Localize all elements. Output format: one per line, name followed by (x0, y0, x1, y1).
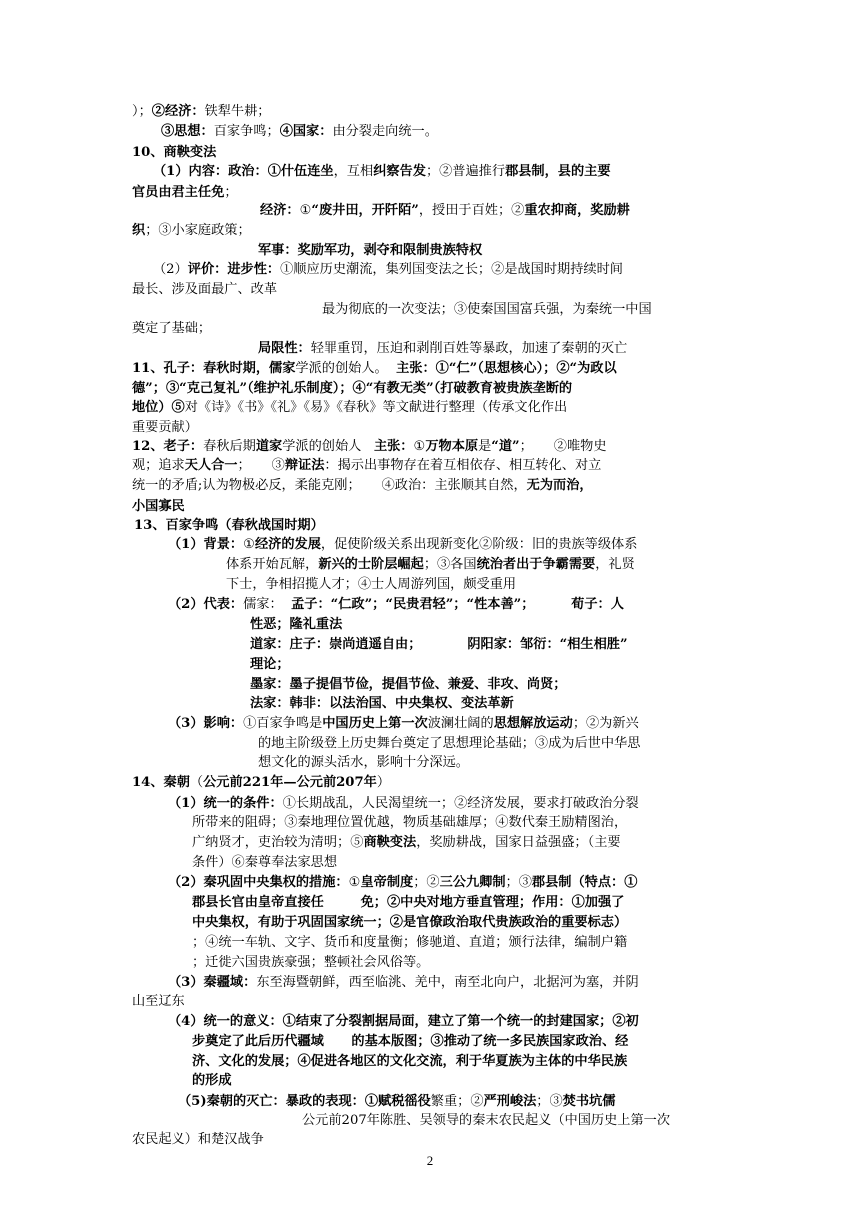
text-run: 的地主阶级登上历史舞台奠定了思想理论基础；③成为后世中华思 (258, 736, 641, 751)
text-run: ） (376, 775, 391, 790)
text-run: 万物本原 (425, 439, 479, 454)
text-run: （1）背景： (168, 537, 244, 552)
text-run: 14、秦朝 (132, 775, 190, 790)
text-run: ； ②唯物史 (519, 439, 607, 454)
text-run: 天人合一 (184, 458, 238, 473)
text-line (132, 145, 216, 161)
text-run: ，促使阶级关系出现新变化②阶级：旧的贵族等级体系 (320, 537, 638, 552)
text-run: 焚书坑儒 (562, 1094, 616, 1109)
text-run: ，互相 (333, 164, 374, 179)
text-line (153, 262, 623, 278)
text-run: ；② (413, 875, 440, 890)
text-line (132, 223, 251, 239)
text-line (132, 439, 607, 455)
text-run: ②经济： (151, 104, 205, 119)
text-line (258, 736, 640, 752)
text-line (192, 815, 627, 831)
text-line (168, 1014, 639, 1030)
text-line (250, 617, 342, 633)
text-line (132, 185, 238, 201)
text-run: 奠定了基础； (132, 321, 212, 336)
text-line (132, 282, 277, 298)
text-run: ：揭示出事物存在着互相依存、相互转化、对立 (324, 458, 602, 473)
text-run: 重农抑商，奖励耕 (524, 203, 630, 218)
text-run: （2） (153, 262, 188, 277)
text-run: 法家：韩非：以法治国、中央集权、变法革新 (250, 696, 514, 711)
text-line (132, 478, 593, 494)
text-run: 统治者出于争霸需要 (476, 557, 596, 572)
text-run: （ (189, 775, 204, 790)
text-line (192, 1073, 232, 1089)
text-run: （2）秦巩固中央集权的措施： (168, 875, 349, 890)
text-line (192, 1054, 627, 1070)
text-run: 条件）⑥秦尊奉法家思想 (192, 855, 338, 870)
text-run: 皇帝制度 (360, 875, 414, 890)
text-run: ①长期战乱，人民渴望统一；②经济发展，要求打破政治分裂 (282, 796, 639, 811)
text-run: ① (348, 875, 361, 890)
text-run: 重要贡献） (132, 420, 198, 435)
text-run: 性恶；隆礼重法 (250, 617, 343, 632)
text-run: 铁犁牛耕； (204, 104, 271, 119)
text-line (132, 994, 185, 1010)
text-run: 想文化的源头活水，影响十分深远。 (258, 755, 469, 770)
text-run: ①顺应历史潮流，集列国变法之长；②是战国时期持续时间 (280, 262, 623, 277)
text-run: ；③小家庭政策； (145, 223, 251, 238)
text-line (226, 557, 635, 573)
text-run: 公元前207年陈胜、吴领导的秦末农民起义（中国历史上第一次 (302, 1113, 671, 1128)
text-run: （5)秦朝的灭亡：暴政的表现：①赋税徭役 (178, 1094, 431, 1109)
text-line (132, 381, 572, 397)
text-line (168, 975, 639, 991)
text-run: 对《诗》《书》《礼》《易》《春秋》等文献进行整理（传承文化作出 (184, 400, 568, 415)
text-run: 繁重；② (430, 1094, 484, 1109)
text-run: 是 (478, 439, 492, 454)
text-run: 12、老子： (132, 439, 204, 454)
text-run: 三公九卿制 (439, 875, 506, 890)
text-run: 商鞅变法 (363, 835, 417, 850)
text-run: 织 (132, 223, 146, 238)
text-run: 地位）⑤ (132, 400, 185, 415)
text-line (168, 597, 624, 613)
text-line (192, 955, 429, 971)
text-run: ；②为新兴 (572, 716, 639, 731)
text-line (192, 935, 627, 951)
text-run: ；④统一车轨、文字、货币和度量衡；修驰道、直道；颁行法律，编制户籍 (192, 935, 628, 950)
text-run: 农民起义）和楚汉战争 (132, 1132, 264, 1147)
text-run: ③思想： (161, 124, 214, 139)
text-run: ； (224, 185, 238, 200)
text-run: ，授田于百姓；② (418, 203, 525, 218)
text-line (168, 796, 639, 812)
text-run: ）； (132, 104, 152, 119)
text-run: 13、百家争鸣（春秋战国时期） (134, 518, 324, 533)
text-run: 军事：奖励军功，剥夺和限制贵族特权 (258, 243, 483, 258)
text-run: ；③ (505, 875, 532, 890)
text-run: ；②普遍推行 (425, 164, 506, 179)
text-run: 孟子：“仁政”；“民贵君轻”；“性本善”； 荀子：人 (291, 597, 624, 612)
text-run: 春秋后期 (203, 439, 256, 454)
text-line (132, 400, 567, 416)
text-run: （3）影响： (168, 716, 244, 731)
text-line (132, 775, 390, 791)
text-run: 统一的矛盾;认为物极必反，柔能克刚； ④政治：主张顺其自然， (132, 478, 527, 493)
text-run: ① (413, 439, 426, 454)
text-line (178, 1094, 615, 1110)
text-run: 局限性： (258, 341, 311, 356)
text-line (226, 577, 516, 593)
text-run: 郡县制，县的主要 (505, 164, 611, 179)
text-line (132, 499, 185, 515)
text-line (250, 657, 290, 673)
text-run: ； ③ (237, 458, 285, 473)
text-run: ④国家： (279, 124, 333, 139)
text-line (192, 1034, 628, 1050)
text-run: 道家：庄子：崇尚逍遥自由； 阴阳家：邹衍：“相生相胜” (250, 637, 628, 652)
text-run: 经济的发展 (254, 537, 321, 552)
text-run: ① (243, 537, 255, 552)
text-line (192, 895, 624, 911)
text-run: 郡县制（特点：① (531, 875, 638, 890)
text-line (250, 637, 628, 653)
text-run: （4）统一的意义：①结束了分裂割据局面，建立了第一个统一的封建国家；②初 (168, 1014, 639, 1029)
text-run: 道家 (255, 439, 283, 454)
text-run: 郡县长官由皇帝直接任 免；②中央对地方垂直管理；作用：①加强了 (192, 895, 625, 910)
text-run: 小国寡民 (132, 499, 185, 514)
text-run: ①什伍连坐 (267, 164, 334, 179)
text-line (250, 677, 567, 693)
text-run: ；迁徙六国贵族豪强；整顿社会风俗等。 (192, 955, 430, 970)
text-run: （1）内容：政治： (153, 164, 268, 179)
text-run: 官员由君主任免 (132, 185, 225, 200)
text-run: 主张： (373, 439, 414, 454)
text-line (153, 164, 611, 180)
text-run: 最为彻底的一次变法；③使秦国国富兵强，为秦统一中国 (322, 302, 652, 317)
text-run: 下士，争相招揽人才；④士人周游列国，颇受重用 (226, 577, 517, 592)
text-run: ，礼贤 (595, 557, 635, 572)
text-run: 轻罪重罚，压迫和剥削百姓等暴政，加速了秦朝的灭亡 (310, 341, 628, 356)
text-run: （3）秦疆域： (168, 975, 257, 990)
text-line (192, 915, 627, 931)
text-run: 步奠定了此后历代疆域 的基本版图；③推动了统一多民族国家政治、经 (192, 1034, 629, 1049)
text-run: 中央集权，有助于巩固国家统一；②是官僚政治取代贵族政治的重要标志） (192, 915, 628, 930)
text-line (161, 124, 438, 140)
text-run: 墨家：墨子提倡节俭，提倡节俭、兼爱、非攻、尚贤； (250, 677, 567, 692)
text-run: 济、文化的发展；④促进各地区的文化交流，利于华夏族为主体的中华民族 (192, 1054, 628, 1069)
text-run: 广纳贤才，吏治较为清明；⑤ (192, 835, 364, 850)
text-line (132, 104, 270, 120)
text-run: 观；追求 (132, 458, 185, 473)
text-line (258, 755, 469, 771)
text-run: ①百家争鸣是 (243, 716, 323, 731)
text-run: 评价：进步性： (187, 262, 281, 277)
text-run: 思想解放运动 (493, 716, 573, 731)
text-run: ，奖励耕战，国家日益强盛；（主要 (416, 835, 621, 850)
text-line (132, 1132, 264, 1148)
text-line (132, 321, 211, 337)
text-line (260, 203, 630, 219)
text-line (132, 361, 617, 377)
text-line (132, 420, 198, 436)
text-line (250, 696, 514, 712)
text-run: 的形成 (192, 1073, 232, 1088)
text-line (258, 341, 627, 357)
text-run: 中国历史上第一次 (322, 716, 428, 731)
text-line (192, 835, 621, 851)
text-run: ；③各国 (423, 557, 477, 572)
text-run: 最长、涉及面最广、改革 (132, 282, 278, 297)
text-run: 纠察告发 (373, 164, 426, 179)
text-run: 10、商鞅变法 (132, 145, 217, 160)
text-line (168, 875, 637, 891)
text-run: 东至海暨朝鲜，西至临洮、羌中，南至北向户，北据河为塞，并阴 (256, 975, 639, 990)
text-run: 波澜壮阔的 (427, 716, 494, 731)
page-number: 2 (426, 1153, 434, 1168)
text-run: 无为而治， (526, 478, 593, 493)
text-run: “废井田，开阡陌” (311, 203, 419, 218)
text-run: 主张：①“仁”（思想核心）；②“为政以 (396, 361, 617, 376)
text-run: 所带来的阻碍；③秦地理位置优越，物质基础雄厚；④数代秦王励精图治， (192, 815, 628, 830)
text-run: 严刑峻法 (483, 1094, 537, 1109)
text-run: 德”；③“克己复礼”（维护礼乐制度）；④“有教无类”（打破教育被贵族垄断的 (132, 381, 573, 396)
text-run: 体系开始瓦解， (226, 557, 319, 572)
text-line (168, 537, 637, 553)
text-line (192, 855, 337, 871)
text-run: ；③ (536, 1094, 563, 1109)
text-run: （1）统一的条件： (168, 796, 283, 811)
text-run: 理论； (250, 657, 290, 672)
text-run: （2）代表： (168, 597, 244, 612)
text-run: “道” (491, 439, 520, 454)
text-run: 辩证法 (284, 458, 325, 473)
text-line (168, 716, 639, 732)
text-run: 儒家： (243, 597, 292, 612)
text-run: 百家争鸣； (213, 124, 280, 139)
text-run: 公元前221年—公元前207年 (203, 775, 377, 790)
text-line (134, 518, 324, 534)
text-line (132, 458, 601, 474)
text-line (258, 243, 482, 259)
text-run: ① (299, 203, 312, 218)
text-run: 山至辽东 (132, 994, 185, 1009)
text-run: 11、孔子：春秋时期，儒家 (132, 361, 296, 376)
text-line (302, 1113, 670, 1129)
text-run: 由分裂走向统一。 (332, 124, 438, 139)
text-run: 学派的创始人 (282, 439, 374, 454)
text-run: 学派的创始人。 (295, 361, 397, 376)
text-line (322, 302, 652, 318)
text-run: 新兴的士阶层崛起 (318, 557, 424, 572)
text-run: 经济： (260, 203, 300, 218)
